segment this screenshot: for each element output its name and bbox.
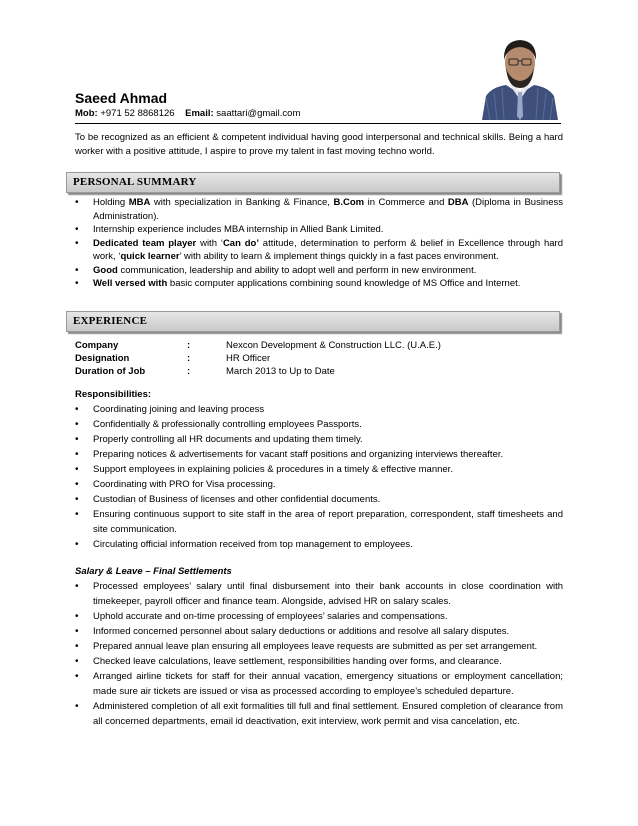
summary-text-run: Holding (93, 197, 129, 208)
email-value: saattari@gmail.com (213, 108, 301, 119)
designation-colon: : (187, 353, 191, 364)
salary-leave-item: • Informed concerned personnel about salary deductions or additions and resolve all salary disputes. (75, 624, 563, 639)
mob-label: Mob: (75, 108, 98, 119)
summary-item (75, 223, 563, 237)
profile-photo (480, 30, 560, 120)
responsibility-item: • Preparing notices & advertisements for vacant staff positions and organizing interviews thereafter. (75, 447, 563, 462)
company-label: Company (75, 340, 119, 351)
salary-leave-list (75, 579, 563, 729)
email-label: Email: (185, 108, 214, 119)
summary-text-run: Good (93, 264, 118, 276)
salary-leave-item: • Prepared annual leave plan ensuring all employees leave requests are submitted as per set arrangement. (75, 639, 563, 654)
responsibility-item: • Custodian of Business of licenses and other confidential documents. (75, 492, 563, 507)
experience-header (66, 311, 560, 332)
summary-item (75, 264, 563, 278)
salary-leave-item: • Uphold accurate and on-time processing of employees’ salaries and compensations. (75, 609, 563, 624)
mob-value: +971 52 8868126 (97, 108, 175, 119)
salary-leave-item: • Arranged airline tickets for staff for their annual vacation, emergency situations or employment cancellation; made sure air tickets are issued or visa as processed according to employee’s scheduled departure. (75, 669, 563, 699)
summary-text-run: quick learner (120, 251, 180, 262)
summary-item (75, 237, 563, 264)
responsibility-item: • Properly controlling all HR documents and updating them timely. (75, 432, 563, 447)
summary-text-run: ’ with ability to learn & implement things quickly in a fast paces environment. (179, 251, 499, 262)
responsibilities-heading: Responsibilities: (75, 389, 152, 400)
responsibilities-list (75, 402, 563, 552)
career-objective: To be recognized as an efficient & competent individual having good interpersonal and technical skills. Being a hard worker with a positive attitude, I aspire to prove my talent in fast moving techno world. (75, 132, 563, 157)
personal-summary-list (75, 196, 563, 291)
summary-text-run: MBA (128, 197, 151, 208)
responsibility-item: • Coordinating joining and leaving process (75, 402, 563, 417)
summary-item (75, 196, 563, 223)
summary-text-run: B.Com (333, 197, 365, 208)
personal-summary-header (66, 172, 560, 193)
contact-line (75, 108, 300, 119)
summary-text-run: in Commerce and (364, 197, 448, 208)
salary-leave-item: • Processed employees’ salary until final disbursement into their bank accounts in close coordination with timekeeper, payroll officer and finance team. Alongside, advised HR on salary scales. (75, 579, 563, 609)
responsibility-item: • Coordinating with PRO for Visa processing. (75, 477, 563, 492)
salary-leave-item: • Administered completion of all exit formalities till full and final settlement. Ensured completion of clearance from all concerned departments, email id deactivation, exit interview, work permit and visa cancelation, etc. (75, 699, 563, 729)
salary-leave-heading: Salary & Leave – Final Settlements (75, 566, 232, 577)
company-value: Nexcon Development & Construction LLC. (U.A.E.) (226, 340, 441, 351)
summary-text-run: Well versed with (93, 278, 168, 289)
summary-text-run: DBA (447, 197, 469, 208)
responsibility-item: • Confidentially & professionally controlling employees Passports. (75, 417, 563, 432)
summary-text-run: basic computer applications combining sound knowledge of MS Office and Internet. (167, 278, 521, 289)
summary-text-run: Can do’ (222, 237, 259, 249)
salary-leave-item: • Checked leave calculations, leave settlement, responsibilities handing over forms, and clearance. (75, 654, 563, 669)
duration-colon: : (187, 366, 191, 377)
experience-title: EXPERIENCE (73, 315, 148, 327)
responsibility-item: • Support employees in explaining policies & procedures in a timely & effective manner. (75, 462, 563, 477)
summary-text-run: Internship experience includes MBA internship in Allied Bank Limited. (93, 224, 384, 235)
summary-text-run: with specialization in Banking & Finance, (150, 197, 334, 208)
company-colon: : (187, 340, 191, 351)
candidate-name: Saeed Ahmad (75, 90, 168, 106)
duration-label: Duration of Job (75, 366, 146, 377)
summary-text-run: with ‘ (196, 237, 223, 249)
duration-value: March 2013 to Up to Date (226, 366, 335, 377)
summary-item (75, 277, 563, 291)
responsibility-item: • Circulating official information received from top management to employees. (75, 537, 563, 552)
summary-text-run: (Diploma in Business Administration). (93, 197, 564, 222)
header-divider (75, 123, 561, 124)
personal-summary-title: PERSONAL SUMMARY (73, 176, 197, 188)
summary-text-run: Dedicated team player (93, 237, 197, 249)
summary-text-run: attitude, determination to perform & belief in Excellence through hard work, ‘ (93, 237, 563, 262)
designation-label: Designation (75, 353, 130, 364)
responsibility-item: • Ensuring continuous support to site staff in the area of report preparation, correspondent, staff timesheets and site communication. (75, 507, 563, 537)
summary-text-run: communication, leadership and ability to adopt well and perform in new environment. (117, 264, 477, 276)
designation-value: HR Officer (226, 353, 271, 364)
